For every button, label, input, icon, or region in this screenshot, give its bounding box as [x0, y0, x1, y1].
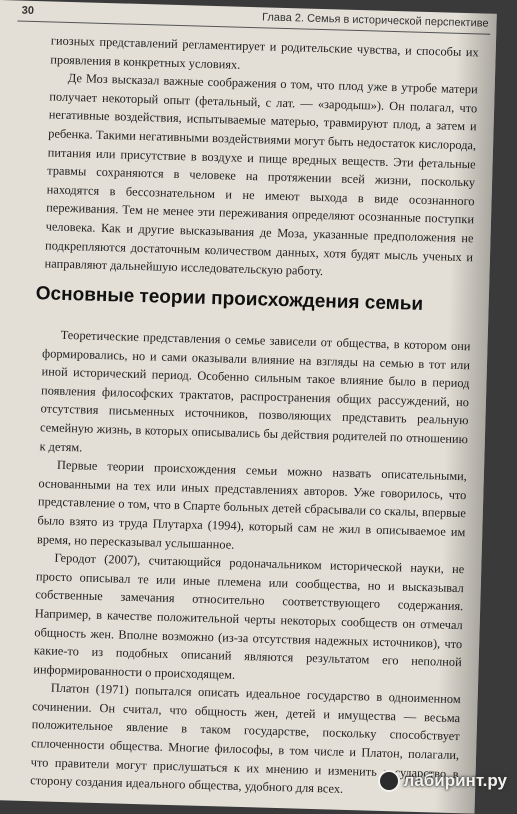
bottom-text-block	[30, 325, 471, 802]
labirint-logo-icon	[378, 770, 400, 792]
paragraph: Платон (1971) попытался описать идеальное государство в одноименном сочинении. Он считал, что общность жен, детей и имущества — весьма положительное явление в таком государстве, поскольку способствует сплоченности общества. Многие философы, в том числе и Платон, полагали, что правители могут прислушаться к их мнению и изменить государство в сторону создания идеального общества, удобного для всех.	[30, 678, 461, 801]
paragraph: Первые теории происхождения семьи можно назвать описательными, основанными на тех или иных представлениях авторов. Уже говорилось, что представление о том, что в Спарте больных детей сбрасывали со скалы, впервые было взято из труда Плутарха (1994), который сам не жил в описываемое им время, но пересказывал услышанное.	[37, 455, 467, 560]
paragraph: Теоретические представления о семье зависели от общества, в котором они формировались, но и сами оказывали влияние на взгляды на семью в тот или иной исторический период. Особенно сильным такое влияние было в период появления философских трактатов, распространения общих рассуждений, но отсутствия письменных источников, позволяющих представить реальную семейную жизнь, в которых описывались бы действия родителей по отношению к детям.	[39, 325, 470, 467]
running-title: Глава 2. Семья в исторической перспективе	[262, 11, 489, 29]
paragraph: Де Моз высказал важные соображения о том, что плод уже в утробе матери получает некоторый опыт (фетальный, с лат. — «зародыш»). Он полагал, что негативные воздействия, испытываемые матерью, травмируют плод, а затем и ребенка. Такими негативными воздействиями могут быть недостаток кислорода, питания или присутствие в воздухе и пище вредных веществ. Эти фетальные травмы сохраняются в человеке на протяжении всей жизни, поскольку находятся в бессознательном и не имеют выхода в виде осознанного переживания. Тем не менее эти переживания определяют осознанные поступки человека. Как и другие высказывания де Моза, указанные предположения не подкрепляются достаточным количеством данных, хотя будят мысль ученых и направляют дальнейшую исследовательскую работу.	[44, 69, 478, 285]
paragraph: Геродот (2007), считающийся родоначальником исторической науки, не просто описывал те или иные племена или сообщества, но и высказывал собственные замечания относительно соответствующего содержания. Например, в качестве положительной черты некоторых сообществ он отмечал общность жен. Вполне возможно (из-за отсутствия надежных источников), что какие-то из подобных описаний являются результатом его неполной информированности о происходящем.	[33, 548, 464, 690]
watermark-text: лабиринт.ру	[404, 771, 507, 791]
section-heading: Основные теории происхождения семьи	[35, 283, 475, 317]
running-header	[17, 5, 490, 35]
paragraph: гиозных представлений регламентирует и родительские чувства, и способы их проявления в конкретных условиях.	[50, 31, 479, 80]
page-number: 30	[22, 5, 35, 17]
top-text-block	[44, 31, 479, 285]
watermark	[378, 770, 507, 792]
